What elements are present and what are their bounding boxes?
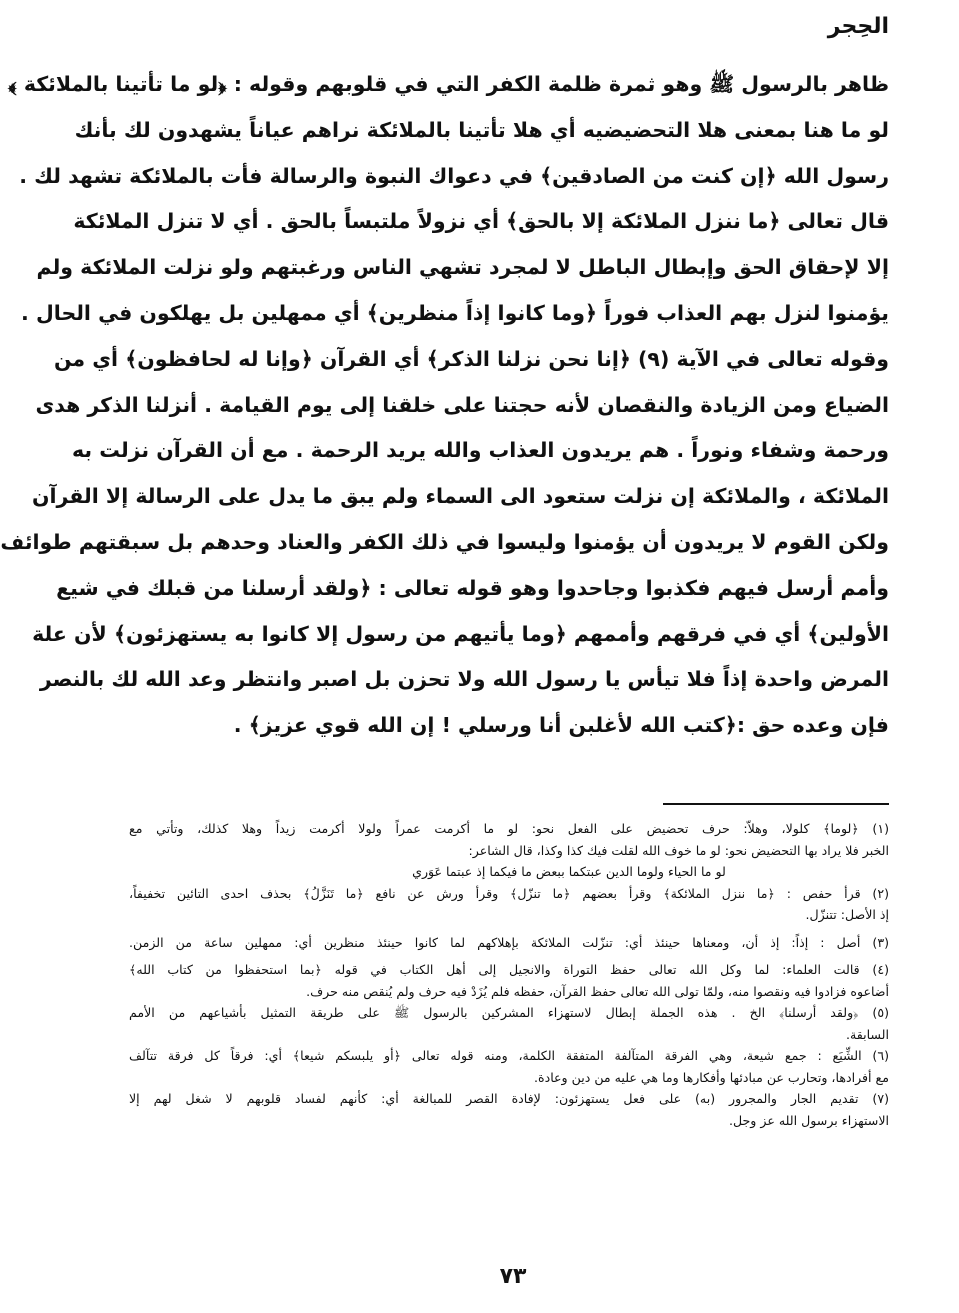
footnote-line: الاستهزاء برسول الله عز وجل.	[728, 1112, 889, 1128]
footnote-2	[129, 883, 889, 926]
footnote-7	[129, 1088, 889, 1131]
footnote-verse: لو ما الحياء ولوما الدين عبتكما ببعض ما فيكما إذ عبتما عَوَري	[412, 864, 726, 879]
text-line: يؤمنوا لنزل بهم العذاب فوراً ﴿وما كانوا إذاً منظرين﴾ أي ممهلين بل يهلكون في الحال .	[21, 300, 889, 325]
footnote-line: مع أفرادها، وتحارب عن مبادئها وأفكارها وما هي عليه من دين وعادة.	[534, 1069, 889, 1085]
footnote-line: (٥) ﴿ولقد أرسلنا﴾ الخ . هذه الجملة إبطال لاستهزاء المشركين بالرسول ﷺ على طريقة التمثيل بأشياعهم من الأمم	[129, 1005, 889, 1020]
text-line: ولكن القوم لا يريدون أن يؤمنوا وليسوا في ذلك الكفر والعناد وحدهم بل سبقتهم طوائف	[0, 529, 889, 554]
text-line: ورحمة وشفاء ونوراً . هم يريدون العذاب والله يريد الرحمة . مع أن القرآن نزلت به	[72, 438, 889, 463]
text-line: الملائكة ، والملائكة إن نزلت ستعود الى السماء ولم يبق ما يدل على الرسالة إلا القرآن	[32, 484, 889, 509]
footnote-divider	[663, 803, 889, 805]
footnote-5	[129, 1002, 889, 1045]
footnote-line: (٦) الشِّيَع : جمع شيعة، وهي الفرقة المتآلفة المتفقة الكلمة، ومنه قوله تعالى ﴿أو يلبسكم شيعا﴾ أي: فرقاً كل فرقة تتآلف	[129, 1048, 889, 1063]
footnote-line: السابقة.	[845, 1026, 889, 1042]
footnote-line: (٣) أصل : إذاً: إذ أن، ومعناها حينئذ أي: تنزّلت الملائكة بإهلاكهم لما كانوا حينئذ منظرين أي: ممهلين ساعة من الزمن.	[129, 934, 889, 950]
text-line: إلا لإحقاق الحق وإبطال الباطل لا لمجرد تشهي الناس ورغبتهم ولو نزلت الملائكة ولم	[36, 255, 889, 280]
footnote-line: (٧) تقديم الجار والمجرور (به) على فعل يستهزئون: لإفادة القصر للمبالغة أي: كأنهم لفساد قلوبهم لا شغل لهم إلا	[129, 1091, 889, 1106]
footnote-1	[129, 818, 889, 883]
text-line: وأمم أرسل فيهم فكذبوا وجاحدوا وهو قوله تعالى : ﴿ولقد أرسلنا من قبلك في شيع	[56, 575, 889, 600]
main-text	[0, 62, 889, 749]
footnote-3	[129, 932, 889, 954]
text-line: الأولين﴾ أي في فرقهم وأممهم ﴿وما يأتيهم من رسول إلا كانوا به يستهزئون﴾ لأن علة	[32, 621, 889, 646]
text-line: ظاهر بالرسول ﷺ وهو ثمرة ظلمة الكفر التي في قلوبهم وقوله : ﴿لو ما تأتينا بالملائكة ﴾	[8, 72, 889, 96]
page-number: ٧٣	[499, 1264, 527, 1289]
footnote-line: (٢) قرأ حفص : ﴿ما ننزل الملائكة﴾ وقرأ بعضهم ﴿ما تنزّل﴾ وقرأ ورش عن نافع ﴿ما تَنَزَّلُ﴾ بحذف احدى التائين تخفيفاً،	[129, 885, 889, 901]
text-line: فإن وعده حق :﴿كتب الله لأغلبن أنا ورسلي ! إن الله قوي عزيز﴾ .	[233, 713, 889, 738]
footnote-4	[129, 959, 889, 1002]
footnote-line: (٤) قالت العلماء: لما وكل الله تعالى حفظ التوراة والانجيل إلى أهل الكتاب في قوله ﴿بما استحفظوا من كتاب الله﴾	[129, 962, 889, 977]
footnote-line: (١) ﴿لوما﴾ كلولا، وهلاّ: حرف تحضيض على الفعل نحو: لو ما أكرمت عمراً ولولا أكرمت زيداً وهلا كذلك، وتأتي مع	[129, 821, 889, 836]
footnotes	[129, 818, 889, 1131]
text-line: رسول الله ﴿إن كنت من الصادقين﴾ في دعواك النبوة والرسالة فأت بالملائكة تشهد لك .	[19, 163, 889, 188]
text-line: لو ما هنا بمعنى هلا التحضيضيه أي هلا تأتينا بالملائكة نراهم عياناً يشهدون لك بأنك	[74, 117, 889, 142]
text-line: المرض واحدة إذاً فلا تيأس يا رسول الله ولا تحزن بل اصبر وانتظر وعد الله لك بالنصر	[39, 667, 889, 692]
footnote-line: أضاعوه فزادوا فيه ونقصوا منه، ولمّا تولى الله تعالى حفظ القرآن، حفظه فلم يُزَدْ فيه حرف ولم يُنقص منه حرف.	[306, 983, 889, 999]
running-header: الحِجر	[827, 14, 889, 39]
text-line: قال تعالى ﴿ما ننزل الملائكة إلا بالحق﴾ أي نزولاً ملتبساً بالحق . أي لا تنزل الملائكة	[73, 209, 889, 234]
footnote-line: الخبر فلا يراد بها التحضيض نحو: لو ما خوف الله لقلت فيك كذا وكذا، قال الشاعر:	[468, 842, 889, 858]
footnote-line: إذ الأصل: تتنزّل.	[805, 907, 889, 922]
text-line: وقوله تعالى في الآية (٩) ﴿إنا نحن نزلنا الذكر﴾ أي القرآن ﴿وإنا له لحافظون﴾ أي من	[53, 346, 889, 371]
footnote-6	[129, 1045, 889, 1088]
text-line: الضياع ومن الزيادة والنقصان لأنه حجتنا على خلقنا إلى يوم القيامة . أنزلنا الذكر هدى	[35, 392, 889, 417]
